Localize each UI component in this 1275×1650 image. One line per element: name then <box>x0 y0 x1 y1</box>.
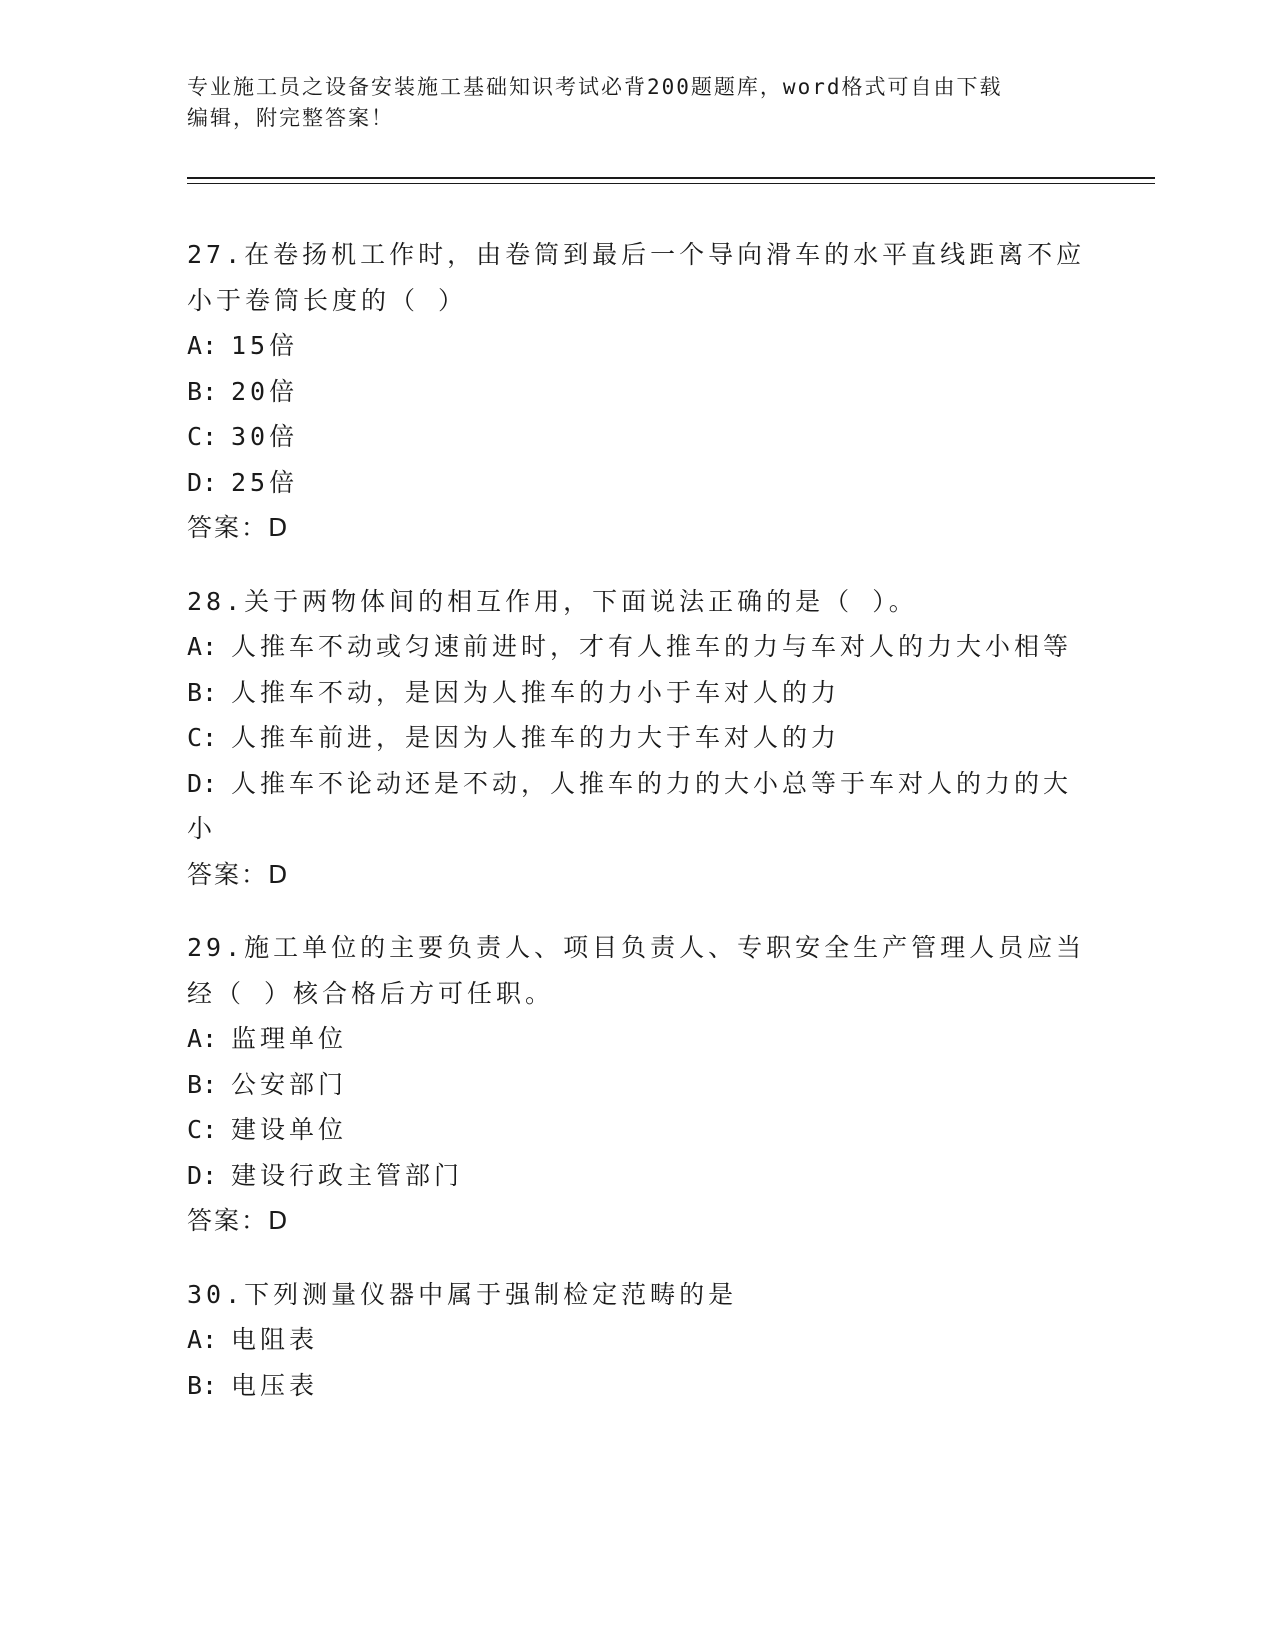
option-prefix: A: <box>187 632 218 661</box>
option-prefix: A: <box>187 331 218 360</box>
option-prefix: A: <box>187 1325 218 1354</box>
option-text: 15倍 <box>231 331 299 360</box>
option-d <box>187 460 1087 506</box>
option-d <box>187 761 1087 852</box>
header-title-line-2: 编辑，附完整答案！ <box>187 106 394 130</box>
question-stem: 29.施工单位的主要负责人、项目负责人、专职安全生产管理人员应当经（ ）核合格后方可任职。 <box>187 933 1086 1008</box>
option-text: 电压表 <box>231 1370 319 1400</box>
option-text: 电阻表 <box>231 1325 319 1354</box>
option-c <box>187 1107 1087 1153</box>
option-prefix: C: <box>187 1115 218 1144</box>
option-text: 人推车前进，是因为人推车的力大于车对人的力 <box>231 723 841 752</box>
option-text: 公安部门 <box>231 1069 348 1099</box>
option-text: 人推车不论动还是不动，人推车的力的大小总等于车对人的力的大小 <box>187 768 1073 843</box>
option-a <box>187 1016 1087 1062</box>
question-28 <box>187 579 1087 898</box>
question-30 <box>187 1272 1087 1409</box>
header-title-line-1: 专业施工员之设备安装施工基础知识考试必背200题题库，word格式可自由下载 <box>187 75 1003 99</box>
option-prefix: D: <box>187 467 218 497</box>
option-text: 25倍 <box>231 467 299 497</box>
question-stem: 28.关于两物体间的相互作用，下面说法正确的是（ ）。 <box>187 586 918 616</box>
option-prefix: D: <box>187 768 218 798</box>
option-c <box>187 414 1087 460</box>
answer-label: 答案：D <box>187 859 290 889</box>
answer-label: 答案：D <box>187 1206 290 1235</box>
option-text: 人推车不动，是因为人推车的力小于车对人的力 <box>231 677 841 707</box>
option-a <box>187 1317 1087 1363</box>
answer-label: 答案：D <box>187 513 290 542</box>
option-b <box>187 1062 1087 1108</box>
option-prefix: B: <box>187 376 218 406</box>
question-stem: 27.在卷扬机工作时，由卷筒到最后一个导向滑车的水平直线距离不应小于卷筒长度的（ ） <box>187 240 1086 315</box>
header-divider-thin <box>187 183 1155 184</box>
option-a <box>187 624 1087 670</box>
question-27 <box>187 232 1087 551</box>
option-text: 人推车不动或匀速前进时，才有人推车的力与车对人的力大小相等 <box>231 632 1073 661</box>
option-b <box>187 369 1087 415</box>
document-header <box>187 72 1087 134</box>
option-prefix: C: <box>187 723 218 752</box>
option-prefix: B: <box>187 1370 218 1400</box>
option-b <box>187 1363 1087 1409</box>
option-text: 监理单位 <box>231 1024 348 1053</box>
option-text: 建设单位 <box>231 1115 348 1144</box>
option-prefix: C: <box>187 422 218 451</box>
option-prefix: B: <box>187 1069 218 1099</box>
option-a <box>187 323 1087 369</box>
option-b <box>187 670 1087 716</box>
question-29 <box>187 925 1087 1244</box>
option-text: 建设行政主管部门 <box>231 1160 464 1190</box>
header-divider-thick <box>187 177 1155 179</box>
question-stem: 30.下列测量仪器中属于强制检定范畴的是 <box>187 1279 738 1309</box>
option-prefix: A: <box>187 1024 218 1053</box>
option-prefix: D: <box>187 1160 218 1190</box>
option-c <box>187 715 1087 761</box>
question-list <box>187 232 1087 1436</box>
option-text: 30倍 <box>231 422 299 451</box>
option-text: 20倍 <box>231 376 299 406</box>
option-prefix: B: <box>187 677 218 707</box>
option-d <box>187 1153 1087 1199</box>
